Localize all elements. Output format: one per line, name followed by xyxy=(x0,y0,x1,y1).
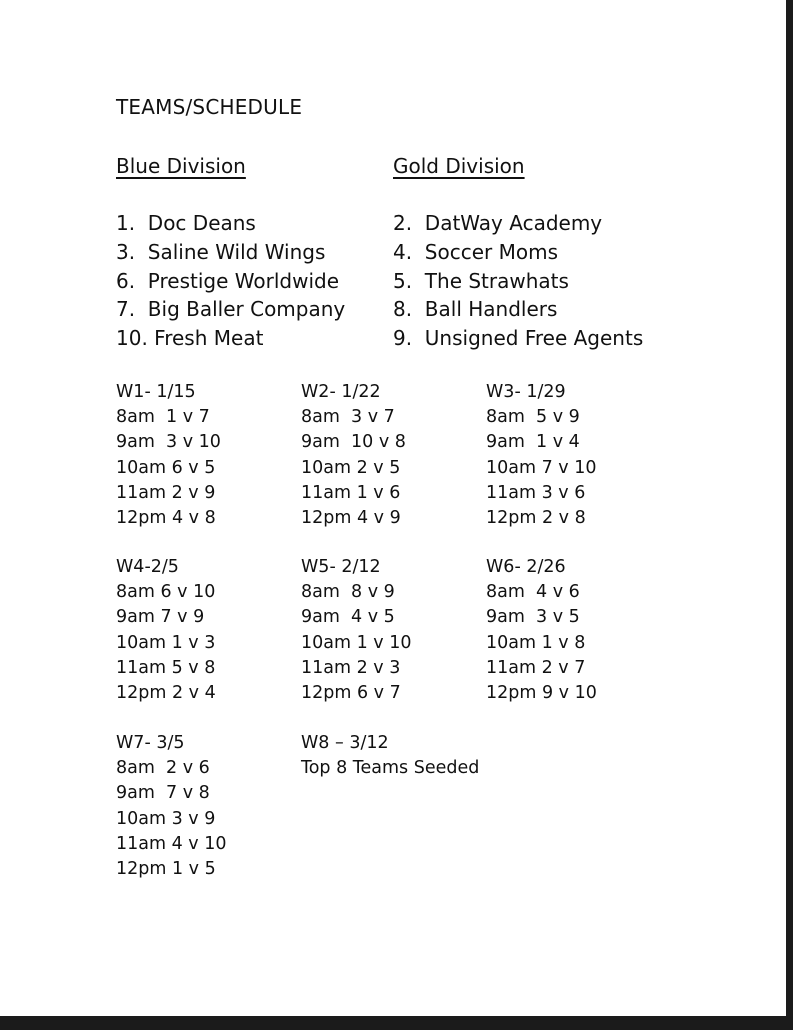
game-item: 8am 2 v 6 xyxy=(116,758,210,779)
week-5-schedule xyxy=(301,555,412,706)
game-item: 9am 3 v 10 xyxy=(116,432,221,453)
gold-division-heading: Gold Division xyxy=(393,154,525,178)
team-item: 1. Doc Deans xyxy=(116,211,256,235)
week-heading: W6- 2/26 xyxy=(486,557,566,577)
team-item: 3. Saline Wild Wings xyxy=(116,239,326,264)
game-item: 12pm 6 v 7 xyxy=(301,682,401,703)
week-6-schedule xyxy=(486,555,597,706)
week-heading: W5- 2/12 xyxy=(301,557,381,577)
game-item: 9am 3 v 5 xyxy=(486,607,580,628)
game-item: 11am 2 v 7 xyxy=(486,657,586,678)
team-item: 5. The Strawhats xyxy=(393,268,569,293)
game-item: 9am 7 v 9 xyxy=(116,607,205,628)
game-item: 12pm 4 v 8 xyxy=(116,507,216,528)
game-item: 11am 3 v 6 xyxy=(486,482,586,503)
game-item: 10am 1 v 10 xyxy=(301,632,412,653)
game-item: 10am 1 v 8 xyxy=(486,632,586,653)
team-item: 4. Soccer Moms xyxy=(393,239,558,264)
week-4-schedule xyxy=(116,555,216,706)
gold-division-team-list xyxy=(393,209,643,353)
game-item: 10am 7 v 10 xyxy=(486,457,597,478)
week-heading: W1- 1/15 xyxy=(116,382,196,402)
game-item: 11am 5 v 8 xyxy=(116,657,216,678)
game-item: Top 8 Teams Seeded xyxy=(301,758,480,779)
game-item: 11am 1 v 6 xyxy=(301,482,401,503)
week-8-schedule xyxy=(301,731,479,781)
week-heading: W8 – 3/12 xyxy=(301,733,389,753)
game-item: 11am 2 v 3 xyxy=(301,657,401,678)
game-item: 12pm 9 v 10 xyxy=(486,682,597,703)
game-item: 10am 1 v 3 xyxy=(116,632,216,653)
game-item: 8am 8 v 9 xyxy=(301,582,395,603)
week-heading: W2- 1/22 xyxy=(301,382,381,402)
week-heading: W7- 3/5 xyxy=(116,733,185,753)
game-item: 12pm 2 v 8 xyxy=(486,507,586,528)
game-item: 9am 1 v 4 xyxy=(486,432,580,453)
game-item: 8am 1 v 7 xyxy=(116,407,210,428)
game-item: 12pm 4 v 9 xyxy=(301,507,401,528)
game-item: 11am 4 v 10 xyxy=(116,833,227,854)
blue-division-heading: Blue Division xyxy=(116,154,246,178)
game-item: 11am 2 v 9 xyxy=(116,482,216,503)
game-item: 12pm 1 v 5 xyxy=(116,858,216,879)
team-item: 8. Ball Handlers xyxy=(393,297,558,322)
game-item: 9am 4 v 5 xyxy=(301,607,395,628)
game-item: 10am 2 v 5 xyxy=(301,457,401,478)
team-item: 2. DatWay Academy xyxy=(393,211,603,235)
team-item: 6. Prestige Worldwide xyxy=(116,268,339,293)
game-item: 8am 4 v 6 xyxy=(486,582,580,603)
week-heading: W3- 1/29 xyxy=(486,382,566,402)
game-item: 9am 10 v 8 xyxy=(301,432,406,453)
game-item: 9am 7 v 8 xyxy=(116,783,210,804)
team-item: 10. Fresh Meat xyxy=(116,326,264,351)
game-item: 10am 3 v 9 xyxy=(116,808,216,829)
week-3-schedule xyxy=(486,380,597,531)
game-item: 10am 6 v 5 xyxy=(116,457,216,478)
game-item: 8am 6 v 10 xyxy=(116,582,216,603)
game-item: 8am 5 v 9 xyxy=(486,407,580,428)
week-2-schedule xyxy=(301,380,406,531)
page-title: TEAMS/SCHEDULE xyxy=(116,95,303,119)
game-item: 12pm 2 v 4 xyxy=(116,682,216,703)
team-item: 7. Big Baller Company xyxy=(116,297,346,322)
team-item: 9. Unsigned Free Agents xyxy=(393,326,644,351)
blue-division-team-list xyxy=(116,209,345,353)
week-1-schedule xyxy=(116,380,221,531)
game-item: 8am 3 v 7 xyxy=(301,407,395,428)
week-heading: W4-2/5 xyxy=(116,557,179,577)
week-7-schedule xyxy=(116,731,227,882)
